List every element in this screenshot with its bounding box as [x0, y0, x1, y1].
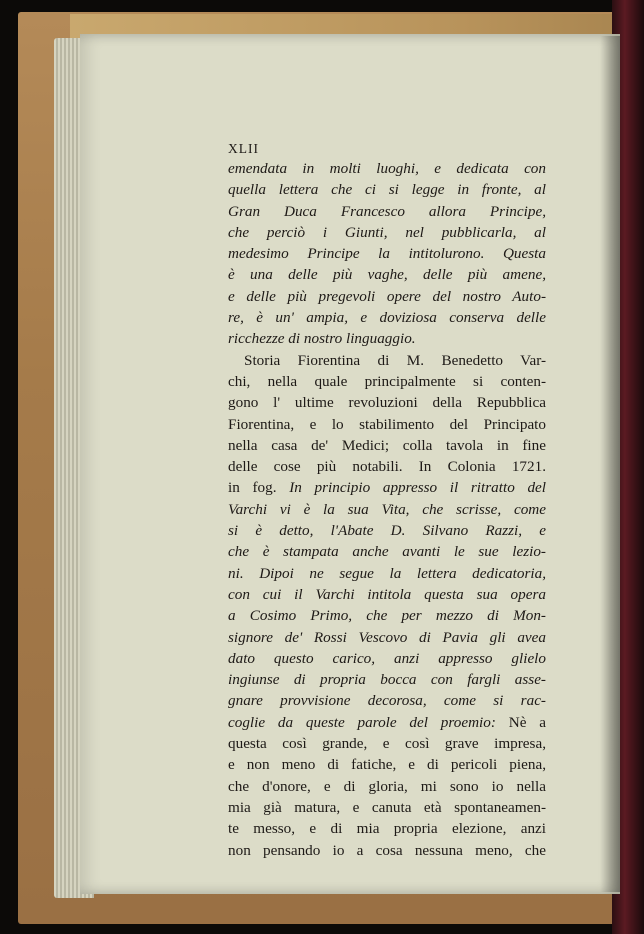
page-text-block [228, 140, 546, 861]
text-run: Nè a [508, 713, 546, 731]
text-line: Gran Duca Francesco allora Principe, [228, 202, 546, 220]
text-line: quella lettera che ci si legge in fronte, al [228, 181, 546, 199]
text-line: Varchi vi è la sua Vita, che scrisse, come [228, 500, 546, 518]
text-line: Storia Fiorentina di M. Benedetto Var- [244, 351, 546, 369]
text-line: gnare provvisione decorosa, come si rac- [228, 692, 546, 710]
text-run: in fog. [228, 479, 290, 497]
text-line: dato questo carico, anzi appresso glielo [228, 649, 546, 667]
text-line: questa così grande, e così grave impresa, [228, 735, 546, 753]
text-line: signore de' Rossi Vescovo di Pavia gli avea [228, 628, 546, 646]
text-line: non pensando io a cosa nessuna meno, che [228, 841, 546, 859]
text-line: e non meno di fatiche, e di pericoli piena, [228, 756, 546, 774]
text-line: emendata in molti luoghi, e dedicata con [228, 160, 546, 177]
text-line: te messo, e di mia propria elezione, anzi [228, 820, 546, 838]
text-lines [228, 158, 546, 861]
text-line: ricchezze di nostro linguaggio. [228, 330, 416, 348]
text-line: delle cose più notabili. In Colonia 1721. [228, 458, 546, 476]
text-line: che perciò i Giunti, nel pubblicarla, al [228, 223, 546, 241]
text-line [228, 712, 546, 733]
text-line: che è stampata anche avanti le sue lezio- [228, 543, 546, 561]
text-line: ni. Dipoi ne segue la lettera dedicatoria, [228, 564, 546, 582]
text-line: e delle più pregevoli opere del nostro Auto- [228, 287, 546, 305]
text-line: chi, nella quale principalmente si conten- [228, 372, 546, 390]
text-line: gono l' ultime revoluzioni della Repubblica [228, 394, 546, 412]
text-line: medesimo Principe la intitolurono. Questa [228, 245, 546, 263]
text-run: In principio appresso il ritratto del [289, 479, 547, 497]
page-gutter-shadow [600, 36, 620, 892]
page-number: XLII [228, 141, 259, 156]
text-line: con cui il Varchi intitola questa sua opera [228, 585, 546, 603]
text-line: è una delle più vaghe, delle più amene, [228, 266, 546, 284]
text-line: Fiorentina, e lo stabilimento del Principato [228, 415, 546, 433]
text-line: re, è un' ampia, e doviziosa conserva delle [228, 309, 546, 327]
text-line: nella casa de' Medici; colla tavola in fine [228, 436, 546, 454]
text-line: a Cosimo Primo, che per mezzo di Mon- [228, 607, 546, 625]
text-line [228, 477, 546, 498]
text-line: mia già matura, e canuta età spontaneamen- [228, 798, 546, 816]
text-line: si è detto, l'Abate D. Silvano Razzi, e [228, 522, 546, 540]
text-line: che d'onore, e di gloria, mi sono io nella [228, 777, 546, 795]
text-run: coglie da queste parole del proemio: [228, 713, 509, 731]
text-line: ingiunse di propria bocca con fargli asse- [228, 671, 546, 689]
